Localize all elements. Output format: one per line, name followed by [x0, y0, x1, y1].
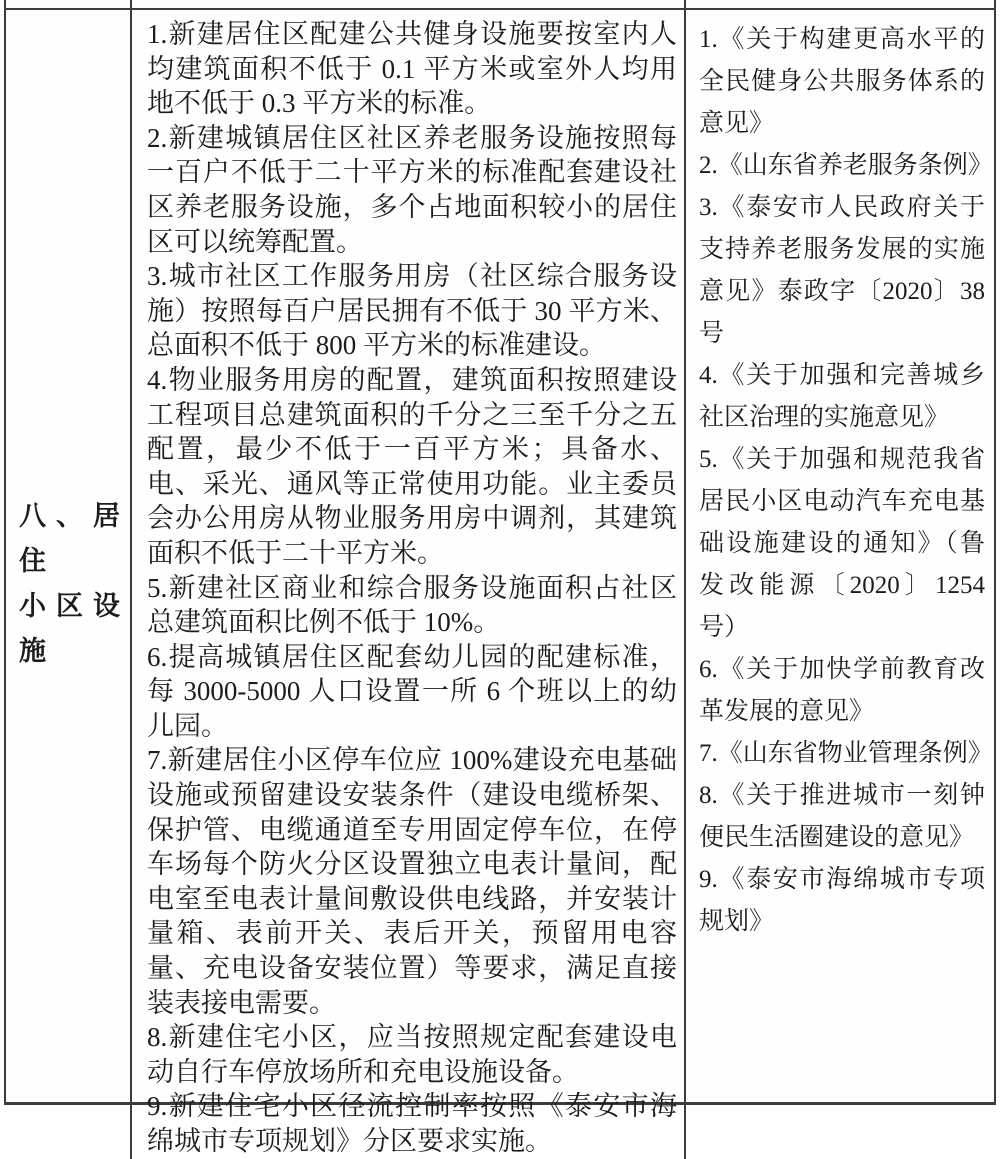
- section-label-line: 施: [19, 636, 46, 667]
- reference-item: 5.《关于加强和规范我省居民小区电动汽车充电基础设施建设的通知》（鲁发改能源〔2020〕1254 号）: [699, 446, 985, 641]
- reference-item: 1.《关于构建更高水平的全民健身公共服务体系的意见》: [699, 26, 985, 137]
- requirement-item: 4.物业服务用房的配置，建筑面积按照建设工程项目总建筑面积的千分之三至千分之五配置，最少不低于一百平方米；具备水、电、采光、通风等正常使用功能。业主委员会办公用房从物业服务用房中调剂，其建筑面积不低于二十平方米。: [147, 364, 677, 568]
- reference-item: 9.《泰安市海绵城市专项规划》: [699, 866, 985, 935]
- section-label-line: 八、居住: [19, 501, 120, 577]
- references-cell: [686, 10, 994, 1159]
- reference-item: 3.《泰安市人民政府关于支持养老服务发展的实施意见》泰政字〔2020〕38 号: [699, 194, 985, 347]
- requirement-item: 5.新建社区商业和综合服务设施面积占社区总建筑面积比例不低于 10%。: [147, 572, 677, 638]
- section-label-cell: [6, 10, 132, 1159]
- requirements-cell: [132, 10, 686, 1159]
- reference-item: 7.《山东省物业管理条例》: [699, 740, 993, 767]
- reference-item: 8.《关于推进城市一刻钟便民生活圈建设的意见》: [699, 782, 985, 851]
- reference-item: 6.《关于加快学前教育改革发展的意见》: [699, 656, 985, 725]
- requirement-item: 1.新建居住区配建公共健身设施要按室内人均建筑面积不低于 0.1 平方米或室外人均用地不低于 0.3 平方米的标准。: [147, 19, 677, 119]
- requirement-item: 2.新建城镇居住区社区养老服务设施按照每一百户不低于二十平方米的标准配套建设社区养老服务设施，多个占地面积较小的居住区可以统筹配置。: [147, 122, 677, 257]
- requirement-item: 8.新建住宅小区，应当按照规定配套建设电动自行车停放场所和充电设施设备。: [147, 1022, 677, 1087]
- standards-table-row: [4, 8, 996, 1156]
- requirement-item: 7.新建居住小区停车位应 100%建设充电基础设施或预留建设安装条件（建设电缆桥架、保护管、电缆通道至专用固定停车位，在停车场每个防火分区设置独立电表计量间，配电室至电表计量间敷设供电线路，并安装计量箱、表前开关、表后开关，预留用电容量、充电设备安装位置）等要求，满足直接装表接电需要。: [147, 745, 677, 1018]
- requirement-item: 9.新建住宅小区径流控制率按照《泰安市海绵城市专项规划》分区要求实施。: [147, 1091, 677, 1156]
- reference-item: 2.《山东省养老服务条例》: [699, 152, 993, 179]
- section-label-line: 小区设: [19, 591, 120, 622]
- requirement-item: 3.城市社区工作服务用房（社区综合服务设施）按照每百户居民拥有不低于 30 平方米、总面积不低于 800 平方米的标准建设。: [147, 261, 677, 361]
- reference-item: 4.《关于加强和完善城乡社区治理的实施意见》: [699, 362, 985, 431]
- requirement-item: 6.提高城镇居住区配套幼儿园的配建标准，每 3000-5000 人口设置一所 6 个班以上的幼儿园。: [147, 641, 677, 741]
